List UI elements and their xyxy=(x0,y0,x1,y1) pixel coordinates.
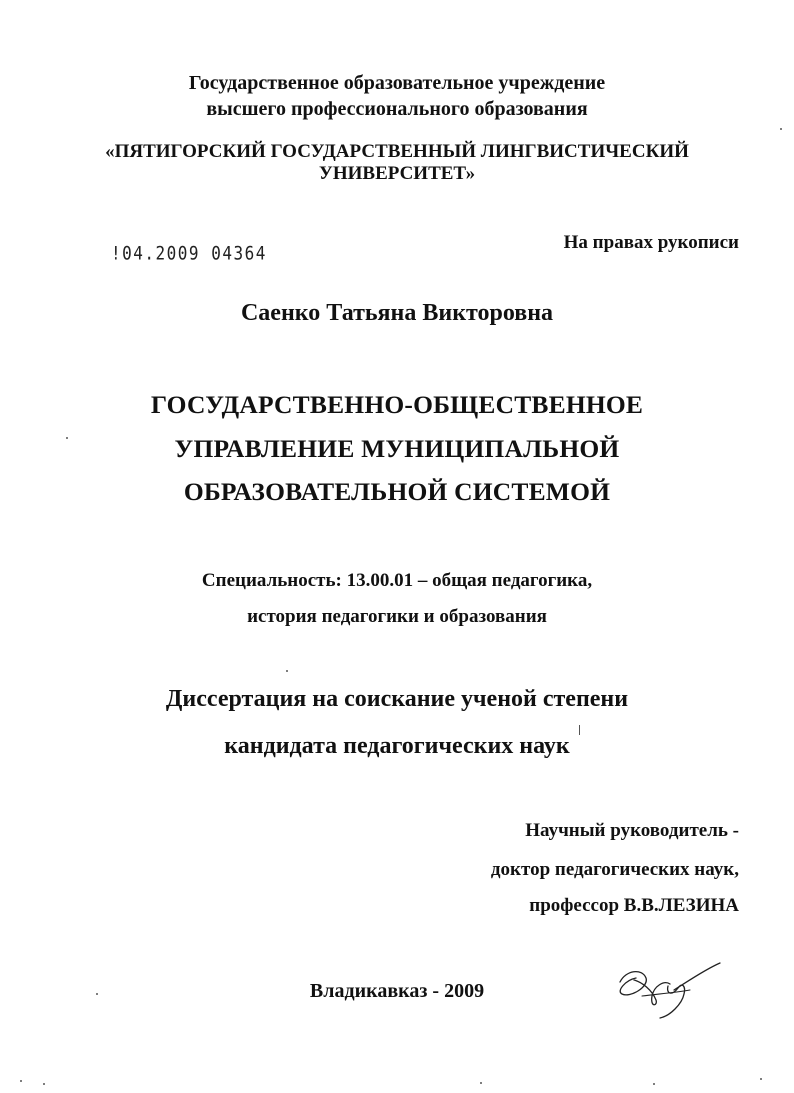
dissertation-line-1: Диссертация на соискание ученой степени xyxy=(165,686,629,712)
advisor-line-3: профессор В.В.ЛЕЗИНА xyxy=(529,895,739,916)
advisor-line-2: доктор педагогических наук, xyxy=(490,859,739,880)
scan-speck xyxy=(43,1083,45,1085)
rights-note: На правах рукописи xyxy=(563,232,739,253)
thesis-title-line-3: ОБРАЗОВАТЕЛЬНОЙ СИСТЕМОЙ xyxy=(183,477,611,506)
author-name: Саенко Татьяна Викторовна xyxy=(240,300,554,326)
scan-speck xyxy=(96,993,98,995)
thesis-title-line-1: ГОСУДАРСТВЕННО-ОБЩЕСТВЕННОЕ xyxy=(150,390,644,419)
dissertation-line-2: кандидата педагогических наук xyxy=(224,733,570,759)
scan-speck xyxy=(286,670,288,672)
scan-speck xyxy=(760,1078,762,1080)
university-name-line-2: УНИВЕРСИТЕТ» xyxy=(318,163,476,184)
signature xyxy=(612,960,727,1020)
scan-speck xyxy=(66,437,68,439)
institution-line-2: высшего профессионального образования xyxy=(206,98,588,120)
registration-number: !04.2009 04364 xyxy=(111,242,267,264)
scan-speck xyxy=(780,128,782,130)
university-name-line-1: «ПЯТИГОРСКИЙ ГОСУДАРСТВЕННЫЙ ЛИНГВИСТИЧЕСКИЙ xyxy=(105,141,689,162)
specialty-line-2: история педагогики и образования xyxy=(247,606,547,627)
scan-speck xyxy=(20,1080,22,1082)
scan-speck xyxy=(653,1083,655,1085)
city-year: Владикавказ - 2009 xyxy=(309,980,485,1002)
thesis-title-line-2: УПРАВЛЕНИЕ МУНИЦИПАЛЬНОЙ xyxy=(174,434,620,463)
scan-speck xyxy=(480,1082,482,1084)
institution-line-1: Государственное образовательное учреждение xyxy=(188,72,606,94)
scan-speck xyxy=(579,725,580,735)
advisor-line-1: Научный руководитель - xyxy=(525,820,739,841)
specialty-line-1: Специальность: 13.00.01 – общая педагогика, xyxy=(201,570,593,591)
